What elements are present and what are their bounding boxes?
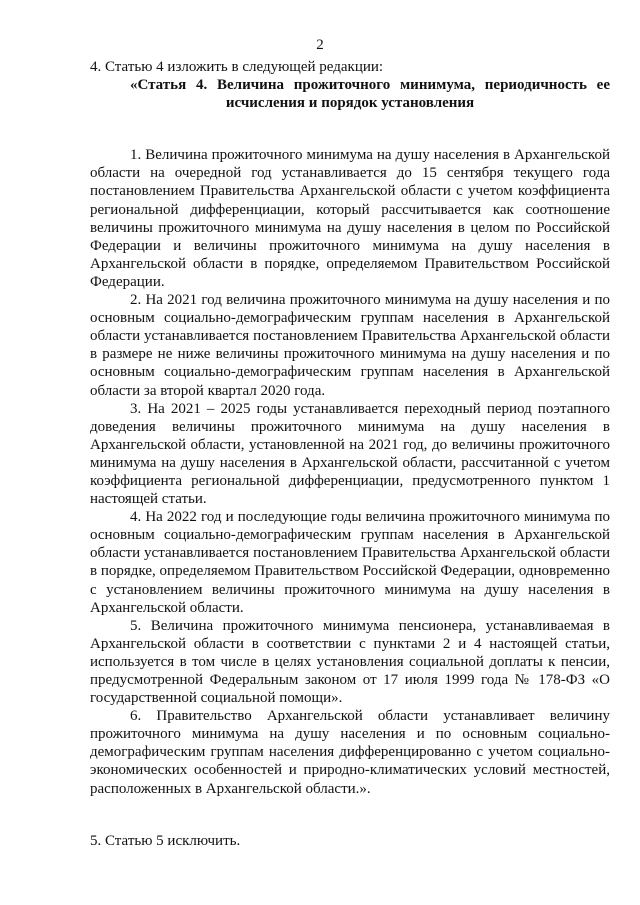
page-number: 2 [316, 37, 324, 53]
article-heading: «Статья 4. Величина прожиточного минимума, периодичность ее исчисления и порядок установления [130, 77, 610, 112]
spacer [90, 798, 610, 832]
article-paragraph-3: 3. На 2021 – 2025 годы устанавливается переходный период поэтапного доведения величины прожиточного минимума на душу населения в Архангельской области, установленной на 2021 год, до величины прожиточного минимума на душу населения в Архангельской области, рассчитанной с учетом коэффициента региональной дифференциации, предусмотренного пунктом 1 настоящей статьи. [90, 400, 610, 508]
article-paragraph-4: 4. На 2022 год и последующие годы величина прожиточного минимума по основным социально-демографическим группам населения в Архангельской области устанавливается постановлением Правительства Архангельской области в порядке, определяемом Правительством Российской Федерации, одновременно с установлением величины прожиточного минимума на душу населения в Архангельской области. [90, 509, 610, 616]
spacer [90, 112, 610, 146]
amendment-intro: 4. Статью 4 изложить в следующей редакции: [90, 59, 384, 75]
article-paragraph-6: 6. Правительство Архангельской области устанавливает величину прожиточного минимума на душу населения и по основным социально-демографическим группам населения дифференцированно с учетом социально-экономических особенностей и природно-климатических условий местностей, расположенных в Архангельской области.». [90, 708, 610, 797]
amendment-closing: 5. Статью 5 исключить. [90, 832, 241, 849]
article-paragraph-5: 5. Величина прожиточного минимума пенсионера, устанавливаемая в Архангельской области в соответствии с пунктами 2 и 4 настоящей статьи, используется в том числе в целях установления социальной доплаты к пенсии, предусмотренной Федеральным законом от 17 июля 1999 года № 178-ФЗ «О государственной социальной помощи». [90, 617, 610, 707]
document-body [90, 58, 610, 850]
article-paragraph-1: 1. Величина прожиточного минимума на душу населения в Архангельской области на очередной год устанавливается до 15 сентября текущего года постановлением Правительства Архангельской области с учетом коэффициента региональной дифференциации, который рассчитывается как соотношение величины прожиточного минимума на душу населения в целом по Российской Федерации и величины прожиточного минимума на душу населения в Архангельской области в порядке, определяемом Правительством Российской Федерации. [90, 147, 610, 290]
article-paragraph-2: 2. На 2021 год величина прожиточного минимума на душу населения и по основным социально-демографическим группам населения в Архангельской области устанавливается постановлением Правительства Архангельской области в размере не ниже величины прожиточного минимума на душу населения и по основным социально-демографическим группам населения в Архангельской области за второй квартал 2020 года. [90, 292, 610, 399]
